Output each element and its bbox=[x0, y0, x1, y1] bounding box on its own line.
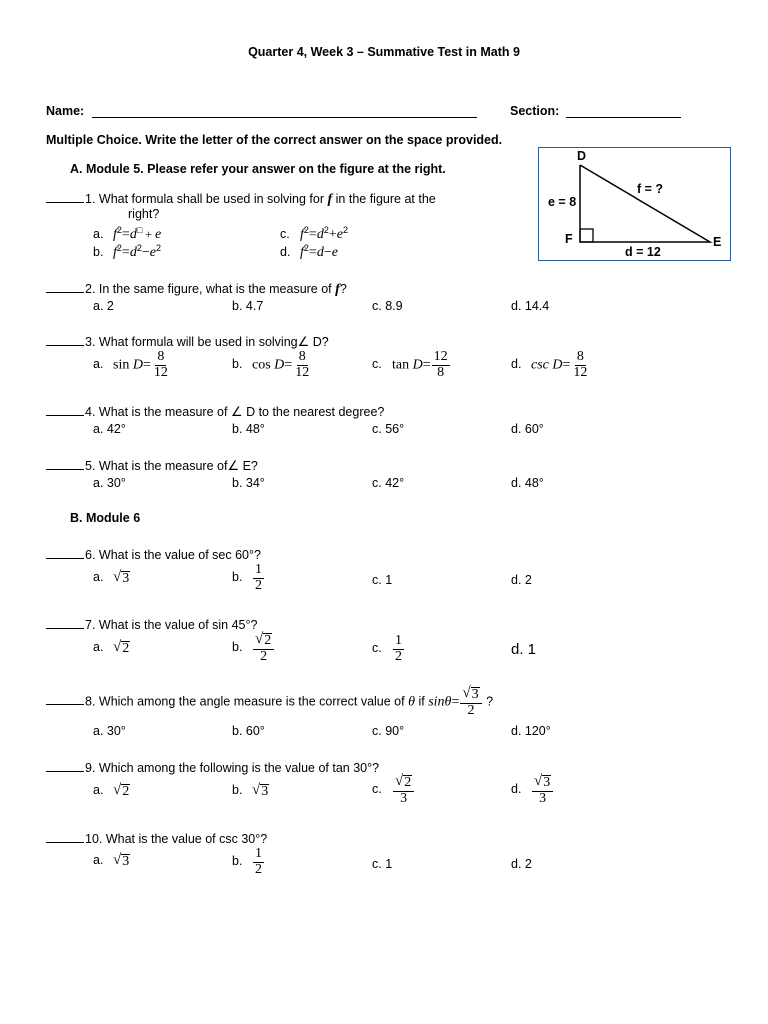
q9-option-b: b. √ 3 bbox=[232, 782, 269, 799]
answer-blank[interactable] bbox=[46, 333, 84, 346]
answer-blank[interactable] bbox=[46, 546, 84, 559]
q4-option-d: d. 60° bbox=[511, 422, 544, 436]
q10-option-c: c. 1 bbox=[372, 857, 393, 871]
angle-icon: ∠ bbox=[230, 405, 243, 420]
q4-option-b: b. 48° bbox=[232, 422, 265, 436]
q7-option-a: a. √ 2 bbox=[93, 639, 130, 656]
vertex-f-label: F bbox=[565, 232, 573, 246]
q5-option-b: b. 34° bbox=[232, 476, 265, 490]
side-e-label: e = 8 bbox=[548, 195, 577, 209]
section-field[interactable] bbox=[566, 117, 681, 118]
question-4: 4. What is the measure of ∠ D to the nearest degree? bbox=[46, 403, 384, 420]
q7-option-b: b. √ 2 2 bbox=[232, 632, 275, 664]
q2-option-c: c. 8.9 bbox=[372, 299, 403, 313]
q4-option-a: a. 42° bbox=[93, 422, 126, 436]
q7-option-c: c. $\frac{1}{2}$ bbox=[372, 633, 402, 664]
q10-option-a: a. √ 3 bbox=[93, 852, 130, 869]
q6-option-a: a. √ 3 bbox=[93, 569, 130, 586]
q8-option-b: b. 60° bbox=[232, 724, 265, 738]
side-d-label: d = 12 bbox=[625, 245, 661, 259]
q8-option-d: d. 120° bbox=[511, 724, 551, 738]
q1-option-b: b. $f^2=d^2-e^2$ bbox=[93, 243, 161, 261]
q4-option-c: c. 56° bbox=[372, 422, 405, 436]
question-3: 3. What formula will be used in solving∠ D? bbox=[46, 333, 329, 350]
q2-option-a: a. 2 bbox=[93, 299, 114, 313]
q8-option-c: c. 90° bbox=[372, 724, 405, 738]
vertex-d-label: D bbox=[577, 149, 587, 163]
question-1-line2: right? bbox=[128, 207, 160, 221]
angle-icon: ∠ bbox=[227, 459, 240, 474]
name-field[interactable] bbox=[92, 117, 477, 118]
instructions: Multiple Choice. Write the letter of the correct answer on the space provided. bbox=[46, 133, 503, 147]
answer-blank[interactable] bbox=[46, 692, 84, 705]
answer-blank[interactable] bbox=[46, 190, 84, 203]
question-10: 10. What is the value of csc 30°? bbox=[46, 830, 267, 846]
answer-blank[interactable] bbox=[46, 280, 84, 293]
answer-blank[interactable] bbox=[46, 457, 84, 470]
q1-option-d: d. $f^2=d-e$ bbox=[280, 243, 338, 261]
question-9: 9. Which among the following is the value of tan 30°? bbox=[46, 759, 379, 775]
q3-option-c: c. tan D= $\frac{12}{8}$ bbox=[372, 349, 448, 380]
q5-option-a: a. 30° bbox=[93, 476, 126, 490]
page-title: Quarter 4, Week 3 – Summative Test in Math 9 bbox=[248, 45, 520, 59]
question-5: 5. What is the measure of∠ E? bbox=[46, 457, 258, 474]
section-a-title: A. Module 5. Please refer your answer on the figure at the right. bbox=[70, 162, 446, 176]
q2-option-d: d. 14.4 bbox=[511, 299, 550, 313]
name-label: Name: bbox=[46, 104, 85, 118]
answer-blank[interactable] bbox=[46, 759, 84, 772]
q9-option-a: a. √ 2 bbox=[93, 782, 130, 799]
q1-option-a: a. $f^2=d^□ + e$ bbox=[93, 225, 162, 243]
q10-option-b: b. $\frac{1}{2}$ bbox=[232, 846, 262, 877]
question-6: 6. What is the value of sec 60°? bbox=[46, 546, 261, 562]
q6-option-b: b. $\frac{1}{2}$ bbox=[232, 562, 262, 593]
answer-blank[interactable] bbox=[46, 616, 84, 629]
q5-option-c: c. 42° bbox=[372, 476, 405, 490]
question-2: 2. In the same figure, what is the measure of f? bbox=[46, 280, 347, 298]
answer-blank[interactable] bbox=[46, 830, 84, 843]
q3-option-a: a. sin D= $\frac{8}{12}$ bbox=[93, 349, 168, 380]
q3-option-b: b. cos D= $\frac{8}{12}$ bbox=[232, 349, 310, 380]
vertex-e-label: E bbox=[713, 235, 722, 249]
q8-option-a: a. 30° bbox=[93, 724, 126, 738]
q7-option-d: d. 1 bbox=[511, 641, 537, 658]
q2-option-b: b. 4.7 bbox=[232, 299, 264, 313]
q5-option-d: d. 48° bbox=[511, 476, 544, 490]
question-1: 1. What formula shall be used in solving for f in the figure at the bbox=[46, 190, 436, 208]
section-label: Section: bbox=[510, 104, 560, 118]
answer-blank[interactable] bbox=[46, 403, 84, 416]
angle-icon: ∠ bbox=[297, 335, 310, 350]
question-8: 8. Which among the angle measure is the correct value of θ if sinθ= √ 3 2 ? bbox=[46, 686, 493, 718]
q6-option-d: d. 2 bbox=[511, 573, 532, 587]
question-7: 7. What is the value of sin 45°? bbox=[46, 616, 257, 632]
side-f-label: f = ? bbox=[637, 182, 664, 196]
section-b-title: B. Module 6 bbox=[70, 511, 141, 525]
q3-option-d: d. csc D= $\frac{8}{12}$ bbox=[511, 349, 588, 380]
q9-option-d: d. √ 3 3 bbox=[511, 774, 554, 806]
q10-option-d: d. 2 bbox=[511, 857, 532, 871]
q1-option-c: c. $f^2=d^2+e^2$ bbox=[280, 225, 348, 243]
q6-option-c: c. 1 bbox=[372, 573, 393, 587]
q9-option-c: c. √ 2 3 bbox=[372, 774, 415, 806]
triangle-figure bbox=[538, 147, 731, 261]
